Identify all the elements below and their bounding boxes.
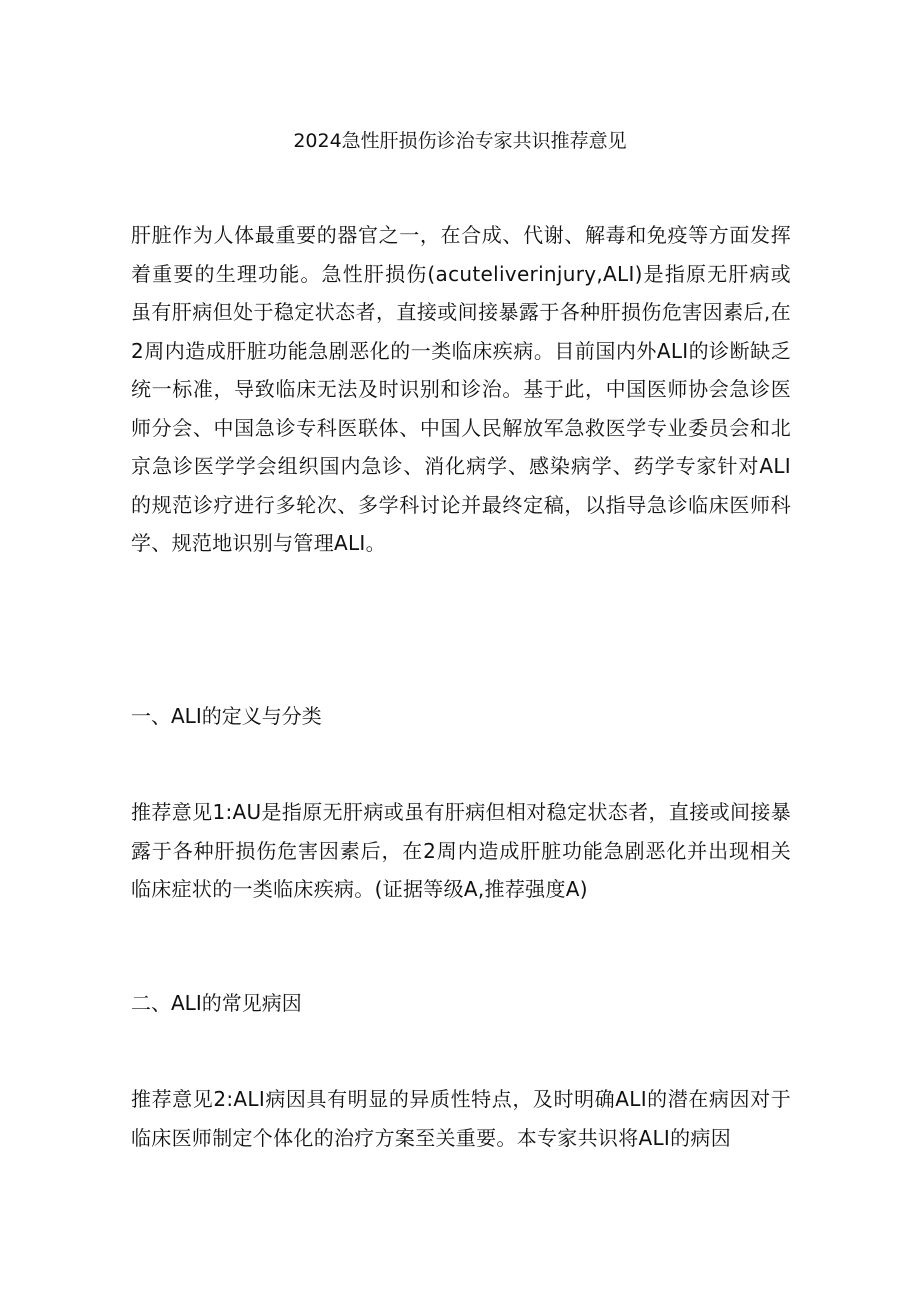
- section-heading-causes: 二、ALI的常见病因: [131, 991, 302, 1015]
- recommendation-1-paragraph: 推荐意见1:AU是指原无肝病或虽有肝病但相对稳定状态者，直接或间接暴露于各种肝损伤危害因素后，在2周内造成肝脏功能急剧恶化并出现相关临床症状的一类临床疾病。(证据等级A,推荐强度A): [131, 800, 791, 901]
- section-heading-definition: 一、ALI的定义与分类: [131, 704, 322, 728]
- document-title: 2024急性肝损伤诊治专家共识推荐意见: [293, 130, 627, 152]
- recommendation-2-paragraph: 推荐意见2:ALI病因具有明显的异质性特点，及时明确ALI的潜在病因对于临床医师制定个体化的治疗方案至关重要。本专家共识将ALI的病因: [131, 1087, 791, 1150]
- intro-paragraph: 肝脏作为人体最重要的器官之一，在合成、代谢、解毒和免疫等方面发挥着重要的生理功能。急性肝损伤(acuteliverinjury,ALI)是指原无肝病或虽有肝病但处于稳定状态者，直接或间接暴露于各种肝损伤危害因素后,在2周内造成肝脏功能急剧恶化的一类临床疾病。目前国内外ALI的诊断缺乏统一标准，导致临床无法及时识别和诊治。基于此，中国医师协会急诊医师分会、中国急诊专科医联体、中国人民解放军急救医学专业委员会和北京急诊医学学会组织国内急诊、消化病学、感染病学、药学专家针对ALI的规范诊疗进行多轮次、多学科讨论并最终定稿，以指导急诊临床医师科学、规范地识别与管理ALI。: [131, 223, 791, 555]
